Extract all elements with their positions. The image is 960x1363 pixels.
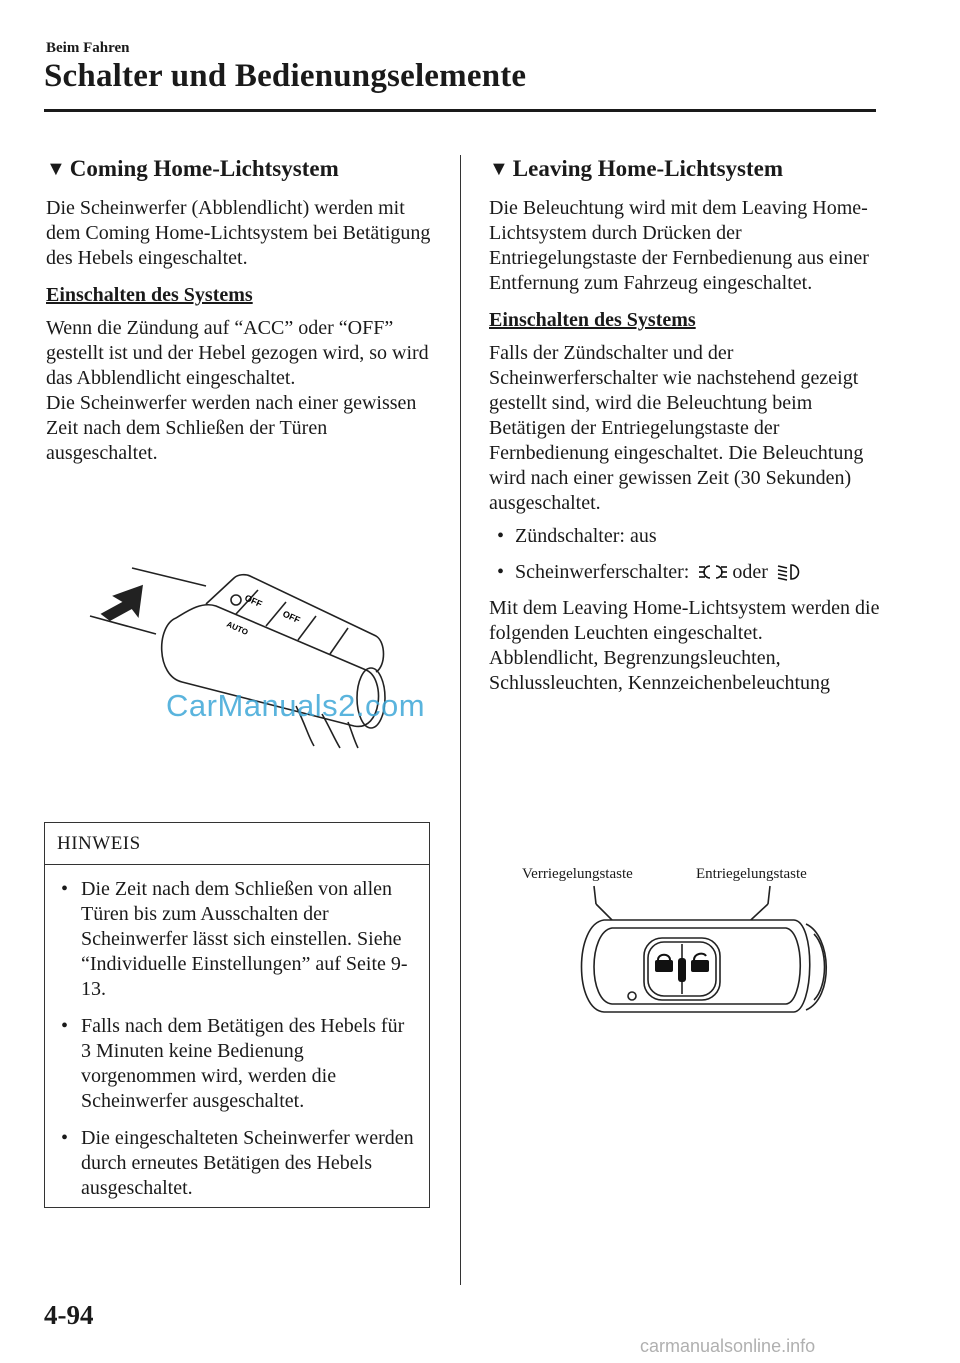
light-stalk-illustration <box>86 556 426 756</box>
bullet-prefix: Scheinwerferschalter: <box>515 561 690 583</box>
leaving-home-intro: Die Beleuchtung wird mit dem Leaving Home-Lichtsystem durch Drücken der Entriegelungstaste der Fernbedienung aus einer Entfernung zum Fahrzeug eingeschaltet. <box>489 197 869 294</box>
title-rule <box>44 109 876 112</box>
column-divider <box>460 155 461 1285</box>
pull-arrow-icon <box>102 586 142 620</box>
note-item: • Die Zeit nach dem Schließen von allen Türen bis zum Ausschalten der Scheinwerfer lässt sich einstellen. Siehe “Individuelle Einstellungen” auf Seite 9-13. <box>57 877 419 1002</box>
lock-button-label: Verriegelungstaste <box>522 866 633 882</box>
leaving-home-para1: Falls der Zündschalter und der Scheinwerferschalter wie nachstehend gezeigt gestellt sind, wird die Beleuchtung beim Betätigen der Entriegelungstaste der Fernbedienung eingeschaltet. Die Beleuchtung wird nach einer gewissen Zeit (30 Sekunden) ausgeschaltet. <box>489 342 864 514</box>
note-item: • Falls nach dem Betätigen des Hebels für 3 Minuten keine Bedienung vorgenommen wird, werden die Scheinwerfer ausgeschaltet. <box>57 1014 419 1114</box>
chapter-title: Schalter und Bedienungselemente <box>44 58 527 94</box>
stalk-label-auto: AUTO <box>225 619 250 637</box>
right-column <box>489 156 884 696</box>
condition-list <box>489 524 884 585</box>
condition-item-headlight-switch <box>489 560 884 585</box>
note-item: • Die eingeschalteten Scheinwerfer werden durch erneutes Betätigen des Hebels ausgeschaltet. <box>57 1126 419 1201</box>
left-column <box>46 156 441 466</box>
leaving-home-para3: Abblendlicht, Begrenzungsleuchten, Schlussleuchten, Kennzeichenbeleuchtung <box>489 647 830 694</box>
coming-home-heading <box>46 156 441 182</box>
coming-home-para1: Wenn die Zündung auf “ACC” oder “OFF” gestellt ist und der Hebel gezogen wird, so wird das Abblendlicht eingeschaltet. <box>46 317 429 389</box>
triangle-down-icon: ▼ <box>46 157 66 180</box>
heading-text: Coming Home-Lichtsystem <box>69 156 339 181</box>
heading-text: Leaving Home-Lichtsystem <box>512 156 784 181</box>
watermark-text: CarManuals2.com <box>166 688 426 723</box>
key-fob-illustration <box>514 860 854 1030</box>
low-beam-icon <box>777 563 803 581</box>
leaving-home-subheading: Einschalten des Systems <box>489 309 696 331</box>
stalk-label-off-2: OFF <box>281 608 302 626</box>
page-number: 4-94 <box>44 1300 94 1330</box>
coming-home-intro: Die Scheinwerfer (Abblendlicht) werden mit dem Coming Home-Lichtsystem bei Betätigung des Hebels eingeschaltet. <box>46 197 431 269</box>
footer-site-mark: carmanualsonline.info <box>640 1336 816 1356</box>
unlock-button-label: Entriegelungstaste <box>696 866 807 882</box>
leaving-home-para2: Mit dem Leaving Home-Lichtsystem werden die folgenden Leuchten eingeschaltet. <box>489 597 880 644</box>
coming-home-subheading: Einschalten des Systems <box>46 284 253 306</box>
stalk-label-off-1: OFF <box>243 592 264 610</box>
leaving-home-heading <box>489 156 884 182</box>
coming-home-para2: Die Scheinwerfer werden nach einer gewissen Zeit nach dem Schließen der Türen ausgeschaltet. <box>46 392 417 464</box>
parking-light-icon <box>698 563 728 581</box>
triangle-down-icon: ▼ <box>489 157 509 180</box>
note-list <box>45 877 429 1201</box>
hinweis-note-box <box>44 822 430 1208</box>
section-label: Beim Fahren <box>46 40 130 56</box>
condition-item-ignition: • Zündschalter: aus <box>489 524 884 549</box>
bullet-or: oder <box>732 561 768 583</box>
note-title: HINWEIS <box>45 823 429 865</box>
